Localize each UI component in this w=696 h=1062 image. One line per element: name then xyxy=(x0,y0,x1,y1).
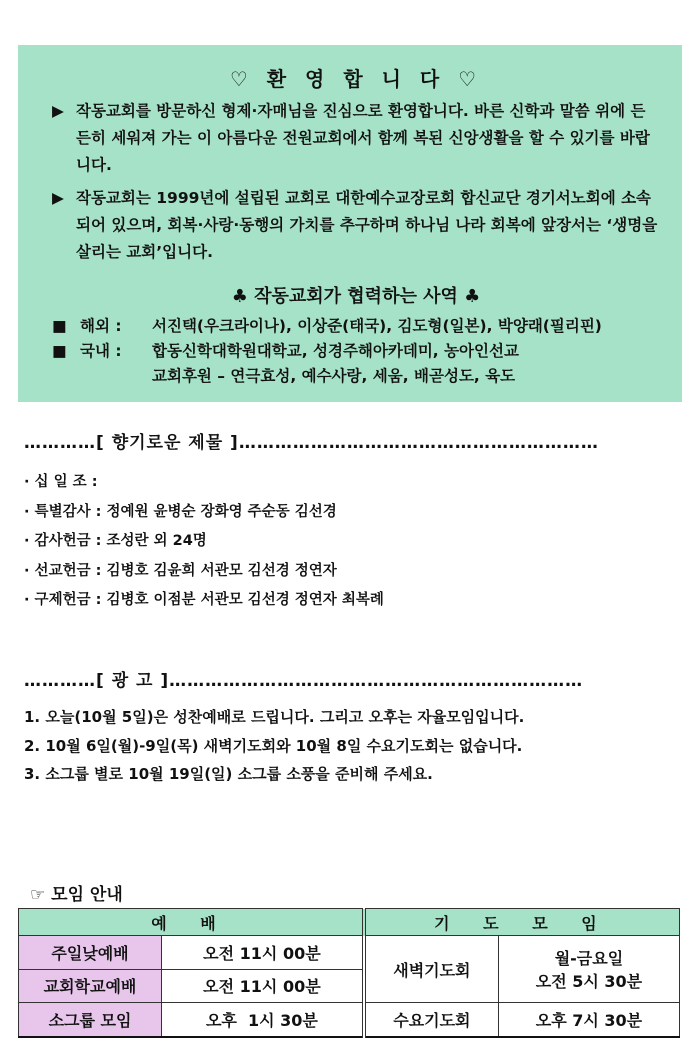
prayer-name: 수요기도회 xyxy=(364,1003,499,1037)
announcements-heading: …………[ 광 고 ]…………………………………………………………… xyxy=(24,671,584,691)
prayer-time xyxy=(498,936,679,1003)
list-item: 3. 소그룹 별로 10월 19일(일) 소그룹 소풍을 준비해 주세요. xyxy=(24,765,433,783)
triangle-bullet-icon: ▶ xyxy=(52,189,64,207)
welcome-paragraph-1-text: 작동교회를 방문하신 형제·자매님을 진심으로 환영합니다. 바른 신학과 말씀 위에 든든히 세워져 가는 이 아름다운 전원교회에서 함께 복된 신앙생활을 할 수 있기를 바랍니다. xyxy=(76,102,650,174)
mission-domestic-label: 국내 : xyxy=(80,342,122,360)
prayer-header: 기 도 모 임 xyxy=(364,909,680,936)
list-item: · 특별감사 : 정예원 윤병순 장화영 주순동 김선경 xyxy=(24,503,337,520)
list-item: · 선교헌금 : 김병호 김윤희 서관모 김선경 정연자 xyxy=(24,562,337,579)
list-item: · 감사헌금 : 조성란 외 24명 xyxy=(24,533,207,549)
worship-name: 교회학교예배 xyxy=(19,969,162,1003)
meetings-title: ☞ 모임 안내 xyxy=(30,885,123,905)
mission-overseas-value: 서진택(우크라이나), 이상준(태국), 김도형(일본), 박양래(필리핀) xyxy=(152,317,602,335)
announcements-list xyxy=(24,703,524,789)
welcome-title: ♡ 환 영 합 니 다 ♡ xyxy=(229,67,483,91)
list-item: 2. 10월 6일(월)-9일(목) 새벽기도회와 10월 8일 수요기도회는 없습니다. xyxy=(24,736,523,755)
prayer-hour: 오전 5시 30분 xyxy=(535,972,643,992)
mission-overseas-label: 해외 : xyxy=(80,317,122,335)
worship-time: 오전 11시 00분 xyxy=(162,936,364,970)
worship-time: 오후 1시 30분 xyxy=(162,1003,364,1037)
welcome-paragraph-1 xyxy=(52,98,660,179)
mission-domestic-value-2: 교회후원 – 연극효성, 예수사랑, 세움, 배곧성도, 육도 xyxy=(152,367,516,385)
prayer-time: 오후 7시 30분 xyxy=(498,1003,679,1037)
mission-overseas xyxy=(52,314,660,339)
welcome-paragraph-2 xyxy=(52,185,660,266)
list-item: 1. 오늘(10월 5일)은 성찬예배로 드립니다. 그리고 오후는 자율모임입니다. xyxy=(24,708,525,726)
square-bullet-icon: ■ xyxy=(52,342,67,360)
welcome-panel xyxy=(18,45,682,402)
worship-time: 오전 11시 00분 xyxy=(162,969,364,1003)
list-item: · 십 일 조 : xyxy=(24,474,98,490)
mission-domestic xyxy=(52,339,660,389)
square-bullet-icon: ■ xyxy=(52,317,67,335)
worship-name: 소그룹 모임 xyxy=(19,1003,162,1037)
offerings-list xyxy=(24,468,384,616)
worship-name: 주일낮예배 xyxy=(19,936,162,970)
prayer-days: 월-금요일 xyxy=(554,949,624,969)
prayer-name: 새벽기도회 xyxy=(364,936,499,1003)
triangle-bullet-icon: ▶ xyxy=(52,102,64,120)
missions-title: ♣ 작동교회가 협력하는 사역 ♣ xyxy=(231,286,481,307)
list-item: · 구제헌금 : 김병호 이점분 서관모 김선경 정연자 최복례 xyxy=(24,592,384,608)
welcome-paragraph-2-text: 작동교회는 1999년에 설립된 교회로 대한예수교장로회 합신교단 경기서노회에 소속되어 있으며, 회복·사랑·동행의 가치를 추구하며 하나님 나라 회복에 앞장서는 ‘생명을 살리는 교회’입니다. xyxy=(76,189,658,261)
worship-header: 예 배 xyxy=(19,909,364,936)
mission-domestic-value-1: 합동신학대학원대학교, 성경주해아카데미, 농아인선교 xyxy=(152,342,519,360)
meeting-schedule-table xyxy=(18,908,680,1038)
offerings-heading: …………[ 향기로운 제물 ]…………………………………………………… xyxy=(24,433,599,453)
